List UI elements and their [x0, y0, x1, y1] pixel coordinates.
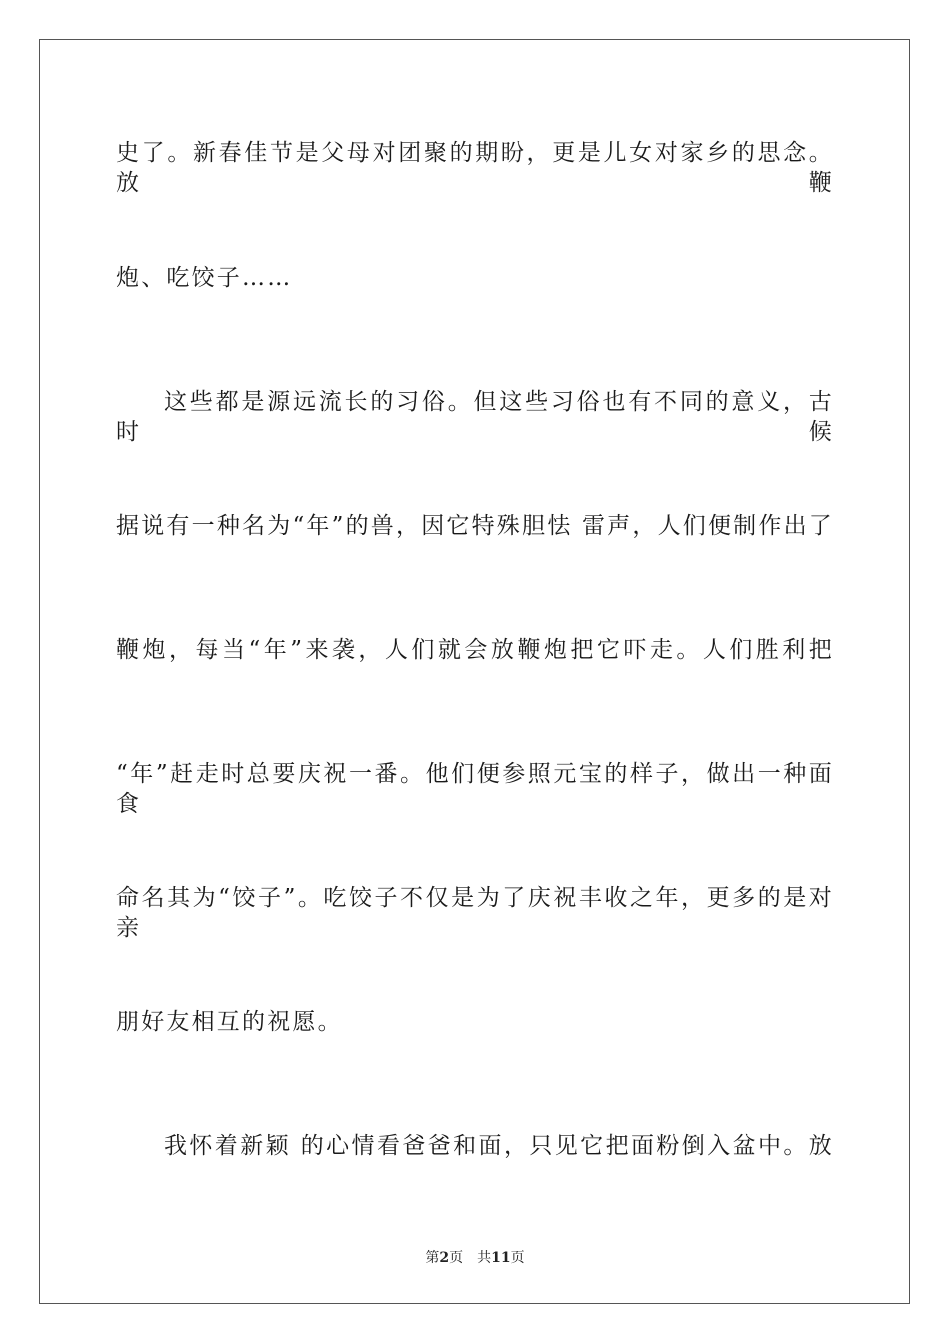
page-border	[39, 39, 910, 1304]
footer-page-prefix: 第	[425, 1250, 440, 1266]
text-line-8: 朋好友相互的祝愿。	[116, 1009, 343, 1035]
text-line-7: 命名其为“饺子”。吃饺子不仅是为了庆祝丰收之年，更多的是对亲	[116, 885, 834, 941]
page-footer	[0, 1247, 950, 1267]
footer-page-suffix: 页	[449, 1250, 464, 1266]
footer-total-suffix: 页	[510, 1250, 525, 1266]
footer-total-pages: 11	[491, 1250, 511, 1266]
text-line-6: “年”赶走时总要庆祝一番。他们便参照元宝的样子，做出一种面食	[116, 761, 834, 817]
text-line-1: 史了。新春佳节是父母对团聚的期盼，更是儿女对家乡的思念。放鞭	[116, 140, 834, 196]
text-line-2: 炮、吃饺子……	[116, 265, 293, 291]
text-line-4: 据说有一种名为“年”的兽，因它特殊胆怯 雷声，人们便制作出了	[116, 513, 834, 539]
footer-page-number: 2	[439, 1250, 450, 1266]
footer-total-prefix: 共	[477, 1250, 492, 1266]
text-line-5: 鞭炮，每当“年”来袭，人们就会放鞭炮把它吓走。人们胜利把	[116, 637, 834, 663]
text-line-3: 这些都是源远流长的习俗。但这些习俗也有不同的意义，古时候	[116, 389, 834, 445]
text-line-9: 我怀着新颖 的心情看爸爸和面，只见它把面粉倒入盆中。放	[164, 1133, 834, 1159]
